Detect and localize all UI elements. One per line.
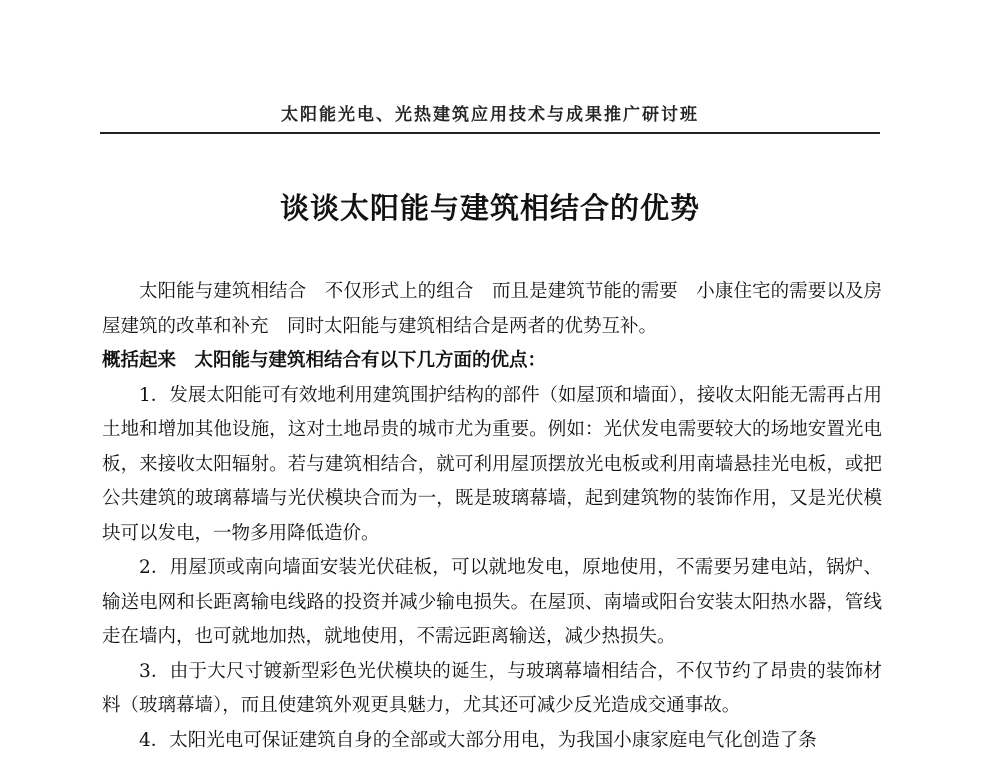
point-paragraph-1: 1．发展太阳能可有效地利用建筑围护结构的部件（如屋顶和墙面），接收太阳能无需再占用土地和增加其他设施，这对土地昂贵的城市尤为重要。例如：光伏发电需要较大的场地安置光电板，来接收太阳辐射。若与建筑相结合，就可利用屋顶摆放光电板或利用南墙悬挂光电板，或把公共建筑的玻璃幕墙与光伏模块合而为一，既是玻璃幕墙，起到建筑物的装饰作用，又是光伏模块可以发电，一物多用降低造价。 [102, 384, 882, 544]
running-header: 太阳能光电、光热建筑应用技术与成果推广研讨班 [281, 105, 699, 125]
article-title: 谈谈太阳能与建筑相结合的优势 [279, 191, 700, 225]
summary-lead: 概括起来 太阳能与建筑相结合有以下几方面的优点： [102, 350, 547, 371]
point-paragraph-2: 2．用屋顶或南向墙面安装光伏硅板，可以就地发电，原地使用，不需要另建电站，锅炉、输送电网和长距离输电线路的投资并减少输电损失。在屋顶、南墙或阳台安装太阳热水器，管线走在墙内，也可就地加热，就地使用，不需远距离输送，减少热损失。 [102, 557, 882, 647]
intro-paragraph: 太阳能与建筑相结合 不仅形式上的组合 而且是建筑节能的需要 小康住宅的需要以及房屋建筑的改革和补充 同时太阳能与建筑相结合是两者的优势互补。 [102, 281, 882, 337]
header-divider [100, 132, 880, 134]
point-paragraph-3: 3．由于大尺寸镀新型彩色光伏模块的诞生，与玻璃幕墙相结合，不仅节约了昂贵的装饰材料（玻璃幕墙），而且使建筑外观更具魅力，尤其还可减少反光造成交通事故。 [102, 660, 882, 716]
article-body [102, 275, 882, 758]
point-paragraph-4: 4．太阳光电可保证建筑自身的全部或大部分用电，为我国小康家庭电气化创造了条 [139, 729, 817, 751]
